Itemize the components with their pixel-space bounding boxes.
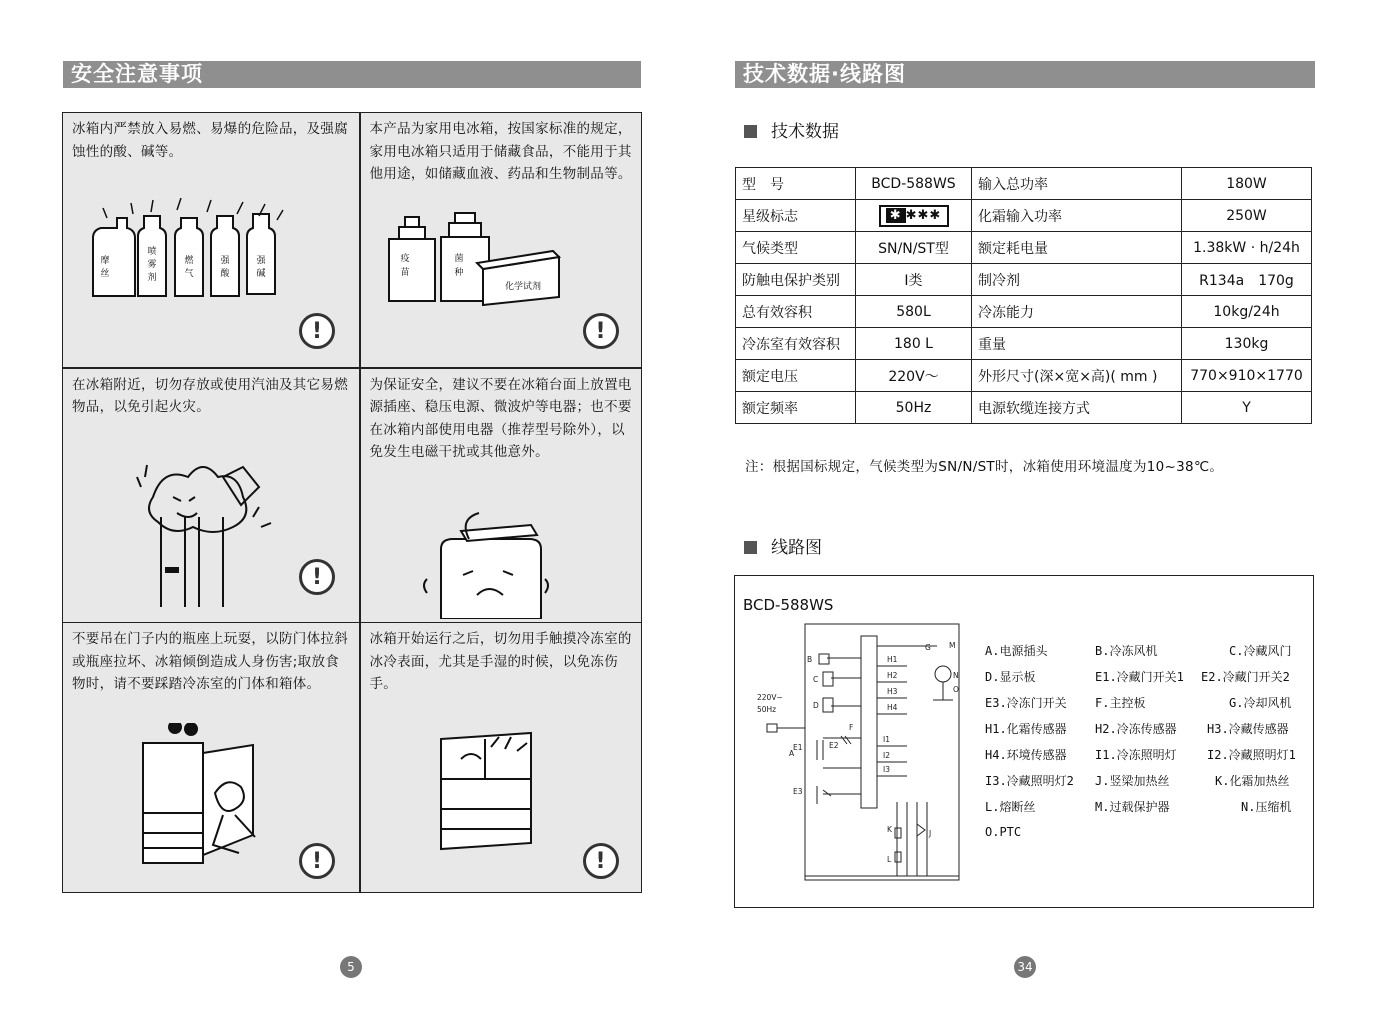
- svg-text:M: M: [949, 641, 956, 650]
- safety-text-6: 冰箱开始运行之后，切勿用手触摸冷冻室的冰冷表面，尤其是手湿的时候，以免冻伤手。: [369, 631, 632, 692]
- square-bullet-icon: [744, 125, 757, 138]
- svg-text:N: N: [953, 671, 959, 680]
- page-number-right: 34: [1014, 956, 1036, 978]
- svg-text:I3: I3: [883, 765, 890, 774]
- safety-text-1: 冰箱内严禁放入易燃、易爆的危险品，及强腐蚀性的酸、碱等。: [72, 121, 348, 160]
- svg-text:疫: 疫: [399, 254, 410, 264]
- safety-cell-1: [63, 113, 359, 367]
- svg-text:摩: 摩: [100, 256, 110, 266]
- svg-text:E2: E2: [829, 741, 839, 750]
- fire-hazard-illustration: [133, 457, 283, 607]
- freezer-touch-illustration: [431, 719, 551, 859]
- circuit-diagram-box: BCD-588WS 220V~ 50Hz A B C D E1 E2 E3 F G H1 H2 H3 H4 I1 I2 I3 J K L M N O A.电源插头 B.冷冻风机 C.冷藏风门 D.显示板 E1.冷藏门开关1 E2.冷藏门开关2 E3.冷冻门开关 F.主控板 G.冷却风机 H1.化霜传感器 H2.冷冻传感器 H3.冷藏传感器 H4.环境传感器 I1.冷冻照明灯 I2.冷藏照明灯1 I3.冷藏照明灯2 J.竖梁加热丝 K.化霜加热丝 L.熔断丝 M.过载保护器 N.压缩机 O.PTC: [734, 575, 1314, 908]
- safety-cell-4: [361, 369, 641, 622]
- safety-cell-6: [361, 623, 641, 892]
- svg-text:菌: 菌: [453, 254, 464, 264]
- svg-text:C: C: [813, 675, 819, 684]
- warning-icon: [583, 843, 619, 879]
- table-row: 星级标志 ✱ ✱✱✱ 化霜输入功率 250W: [736, 200, 1312, 232]
- table-row: 气候类型 SN/N/ST型 额定耗电量 1.38kW · h/24h: [736, 232, 1312, 264]
- medical-storage-illustration: [383, 211, 583, 311]
- svg-text:强: 强: [256, 256, 266, 266]
- svg-text:H4: H4: [887, 703, 898, 712]
- warning-icon: [299, 559, 335, 595]
- safety-cell-5: [63, 623, 359, 892]
- svg-text:G: G: [925, 643, 931, 652]
- svg-text:I2: I2: [883, 751, 890, 760]
- svg-text:喷: 喷: [147, 247, 157, 257]
- table-row: 型 号 BCD-588WS 输入总功率 180W: [736, 168, 1312, 200]
- page-number-left: 5: [340, 956, 362, 978]
- svg-text:I1: I1: [883, 735, 890, 744]
- svg-text:燃: 燃: [184, 256, 194, 266]
- child-on-fridge-illustration: [133, 723, 273, 873]
- svg-text:L: L: [887, 855, 892, 864]
- section-heading-tech: 技术数据: [744, 117, 839, 142]
- svg-text:B: B: [807, 655, 813, 664]
- svg-text:J: J: [929, 829, 932, 838]
- table-row: 冷冻室有效容积 180 L 重量 130kg: [736, 328, 1312, 360]
- svg-text:50Hz: 50Hz: [757, 705, 777, 714]
- svg-text:碱: 碱: [256, 269, 266, 279]
- page-title-safety: 安全注意事项: [63, 61, 641, 88]
- safety-cell-2: [361, 113, 641, 367]
- svg-text:H2: H2: [887, 671, 898, 680]
- svg-text:A: A: [789, 749, 795, 758]
- freezer-star-icon: ✱ ✱✱✱: [879, 205, 949, 227]
- safety-grid: [62, 112, 642, 893]
- svg-text:H1: H1: [887, 655, 898, 664]
- square-bullet-icon: [744, 541, 757, 554]
- warning-icon: [299, 313, 335, 349]
- svg-text:气: 气: [184, 269, 194, 279]
- warning-icon: [299, 843, 335, 879]
- svg-text:O: O: [953, 685, 959, 694]
- svg-text:剂: 剂: [147, 273, 157, 283]
- svg-text:种: 种: [453, 268, 464, 278]
- circuit-model-label: BCD-588WS: [743, 596, 834, 614]
- table-row: 额定频率 50Hz 电源软缆连接方式 Y: [736, 392, 1312, 424]
- safety-text-5: 不要吊在门子内的瓶座上玩耍，以防门体拉斜或瓶座拉坏、冰箱倾倒造成人身伤害;取放食物时，请不要踩踏冷冻室的门体和箱体。: [72, 631, 348, 692]
- safety-cell-3: [63, 369, 359, 622]
- svg-text:F: F: [849, 723, 854, 732]
- table-row: 防触电保护类别 Ⅰ类 制冷剂 R134a 170g: [736, 264, 1312, 296]
- electrical-hazard-illustration: [421, 509, 561, 619]
- section-heading-circuit: 线路图: [744, 533, 822, 558]
- spec-table: [735, 167, 1312, 424]
- svg-text:H3: H3: [887, 687, 898, 696]
- table-row: 总有效容积 580L 冷冻能力 10kg/24h: [736, 296, 1312, 328]
- svg-text:220V~: 220V~: [757, 693, 783, 702]
- climate-note: 注：根据国标规定，气候类型为SN/N/ST时，冰箱使用环境温度为10~38℃。: [745, 459, 1224, 475]
- svg-text:雾: 雾: [147, 260, 157, 270]
- svg-text:化学试剂: 化学试剂: [504, 282, 541, 292]
- svg-text:E1: E1: [793, 743, 803, 752]
- svg-text:丝: 丝: [100, 269, 110, 279]
- svg-text:酸: 酸: [220, 269, 230, 279]
- warning-icon: [583, 313, 619, 349]
- svg-text:D: D: [813, 701, 819, 710]
- star-rating-mark: [856, 200, 972, 232]
- table-row: 额定电压 220V～ 外形尺寸(深×宽×高)( mm ) 770×910×1770: [736, 360, 1312, 392]
- svg-text:强: 强: [220, 256, 230, 266]
- hazard-bottles-illustration: [83, 198, 303, 313]
- page-title-techdata: 技术数据·线路图: [735, 61, 1315, 88]
- wiring-diagram: [757, 618, 967, 888]
- safety-text-4: 为保证安全，建议不要在冰箱台面上放置电源插座、稳压电源、微波炉等电器；也不要在冰箱内部使用电器（推荐型号除外），以免发生电磁干扰或其他意外。: [369, 376, 632, 460]
- safety-text-2: 本产品为家用电冰箱，按国家标准的规定，家用电冰箱只适用于储藏食品，不能用于其他用途，如储藏血液、药品和生物制品等。: [369, 121, 632, 182]
- svg-text:E3: E3: [793, 787, 803, 796]
- svg-text:苗: 苗: [399, 268, 410, 278]
- svg-text:K: K: [887, 825, 892, 834]
- safety-text-3: 在冰箱附近，切勿存放或使用汽油及其它易燃物品，以免引起火灾。: [72, 376, 348, 415]
